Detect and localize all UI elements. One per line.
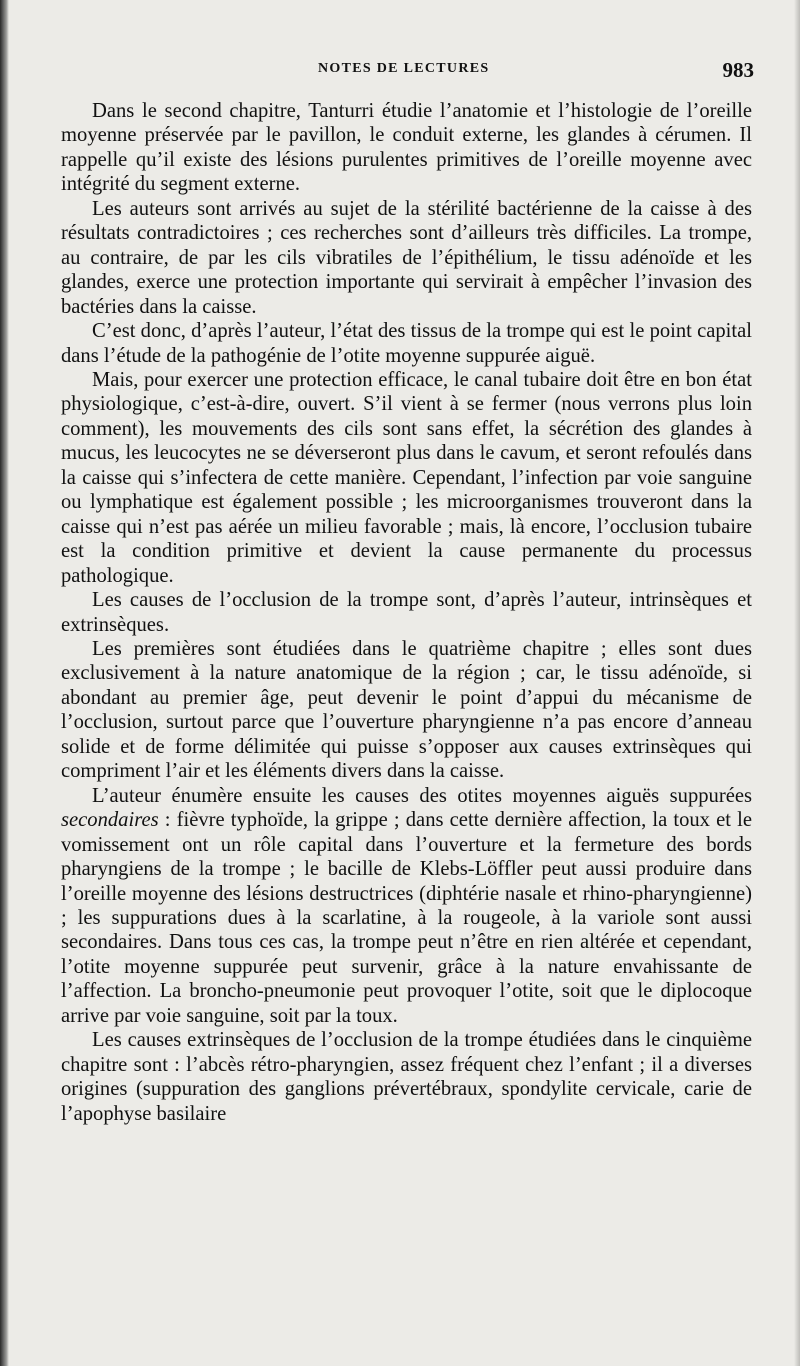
secondary-after: : fièvre typhoïde, la grippe ; dans cette dernière affection, la toux et le vomissement ont un rôle capital dans l’ouverture et la fermeture des bords pharyngiens de la trompe ; le bacille de Klebs-Löffler peut aussi produire dans l’oreille moyenne des lésions destructrices (diphtérie nasale et rhino-pharyngienne) ; les suppurations dues à la scarlatine, à la rougeole, à la variole sont aussi secondaires. Dans tous ces cas, la trompe peut n’être en rien altérée et cependant, l’otite moyenne suppurée peut survenir, grâce à la nature envahissante de l’affection. La broncho-pneumonie peut provoquer l’otite, soit que le diplocoque arrive par voie sanguine, soit par la toux.: [61, 809, 752, 1027]
paragraph-extrinsic: Les causes extrinsèques de l’occlusion de la trompe étudiées dans le cinquième chapitre sont : l’abcès rétro-pharyngien, assez fréquent chez l’enfant ; il a diverses origines (suppuration des ganglions prévertébraux, spondylite cervicale, carie de l’apophyse basilaire: [61, 1029, 752, 1125]
paragraph-intrinsic: Les premières sont étudiées dans le quatrième chapitre ; elles sont dues exclusivement à la nature anatomique de la région ; car, le tissu adénoïde, si abondant au premier âge, peut devenir le point d’appui du mécanisme de l’occlusion, surtout parce que l’ouverture pharyngienne n’a pas encore d’anneau solide et de forme délimitée qui puisse s’opposer aux causes extrinsèques qui compriment l’air et les éléments divers dans la caisse.: [61, 637, 752, 783]
page-header: [84, 58, 754, 88]
paragraph-anatomy: Dans le second chapitre, Tanturri étudie l’anatomie et l’histologie de l’oreille moyenne préservée par le pavillon, le conduit externe, les glandes à cérumen. Il rappelle qu’il existe des lésions purulentes primitives de l’oreille moyenne avec intégrité du segment externe.: [61, 100, 752, 196]
paragraph-causes: Les causes de l’occlusion de la trompe sont, d’après l’auteur, intrinsèques et extrinsèques.: [61, 589, 752, 636]
secondary-before: L’auteur énumère ensuite les causes des otites moyennes aiguës suppurées: [92, 784, 752, 807]
body-text: [61, 99, 752, 1126]
page-number: 983: [722, 58, 754, 82]
paragraph-secondary: [61, 784, 752, 1029]
paragraph-protection: Mais, pour exercer une protection efficace, le canal tubaire doit être en bon état physiologique, c’est-à-dire, ouvert. S’il vient à se fermer (nous verrons plus loin comment), les mouvements des cils sont sans effet, la sécrétion des glandes à mucus, les leucocytes ne se déverseront plus dans le cavum, et seront refoulés dans la caisse qui s’infectera de cette manière. Cependant, l’infection par voie sanguine ou lymphatique est également possible ; les microorganismes trouveront dans la caisse qui n’est pas aérée un milieu favorable ; mais, là encore, l’occlusion tubaire est la condition primitive et devient la cause permanente du processus pathologique.: [61, 368, 752, 587]
secondary-emphasis: secondaires: [61, 809, 159, 832]
paragraph-sterility: Les auteurs sont arrivés au sujet de la stérilité bactérienne de la caisse à des résultats contradictoires ; ces recherches sont d’ailleurs très difficiles. La trompe, au contraire, de par les cils vibratiles de l’épithélium, le tissu adénoïde et les glandes, exerce une protection importante qui servirait à empêcher l’invasion des bactéries dans la caisse.: [61, 197, 752, 318]
paragraph-pathogeny: C’est donc, d’après l’auteur, l’état des tissus de la trompe qui est le point capital dans l’étude de la pathogénie de l’otite moyenne suppurée aiguë.: [61, 320, 752, 367]
running-title: NOTES DE LECTURES: [318, 61, 490, 76]
